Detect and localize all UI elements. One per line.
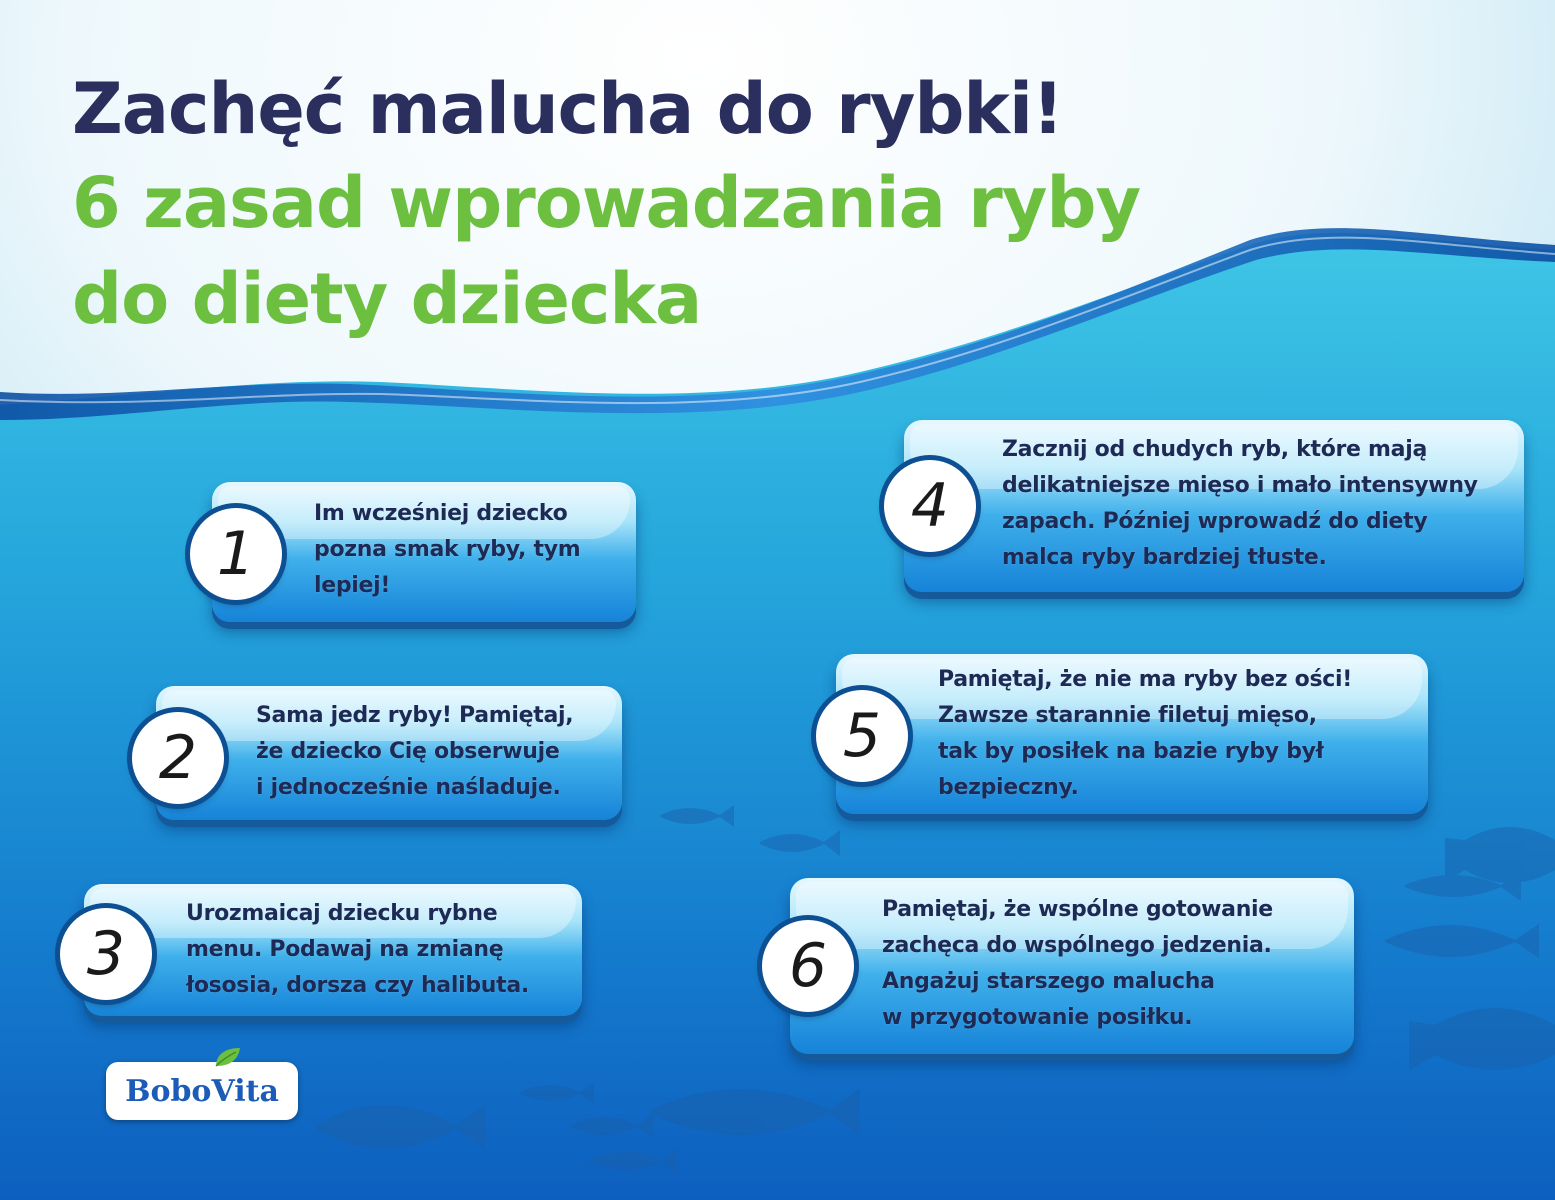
rule-text-3: Urozmaicaj dziecku rybne menu. Podawaj na zmianę łososia, dorsza czy halibuta.	[186, 901, 529, 998]
rule-text-4: Zacznij od chudych ryb, które mają delikatniejsze mięso i mało intensywny zapach. Później wprowadź do diety malca ryby bardziej tłuste.	[1002, 437, 1478, 570]
rule-number-4: 4	[884, 460, 976, 552]
rule-number-1: 1	[190, 508, 282, 600]
rule-text-1: Im wcześniej dziecko pozna smak ryby, tym lepiej!	[314, 501, 581, 598]
rule-number-2: 2	[132, 712, 224, 804]
rule-number-3: 3	[60, 908, 152, 1000]
subtitle-line-1: 6 zasad wprowadzania ryby	[72, 162, 1141, 244]
rule-text-2: Sama jedz ryby! Pamiętaj, że dziecko Cię obserwuje i jednocześnie naśladuje.	[256, 703, 574, 800]
page-title: Zachęć malucha do rybki!	[72, 68, 1063, 150]
rule-number-5: 5	[816, 690, 908, 782]
rule-number-6: 6	[762, 920, 854, 1012]
rule-text-5: Pamiętaj, że nie ma ryby bez ości! Zawsze starannie filetuj mięso, tak by posiłek na bazie ryby był bezpieczny.	[938, 667, 1352, 800]
leaf-icon	[212, 1046, 242, 1068]
rule-text-6: Pamiętaj, że wspólne gotowanie zachęca do wspólnego jedzenia. Angażuj starszego malucha w przygotowanie posiłku.	[882, 897, 1273, 1030]
bobovita-logo: BoboVita	[106, 1062, 298, 1120]
subtitle-line-2: do diety dziecka	[72, 258, 702, 340]
